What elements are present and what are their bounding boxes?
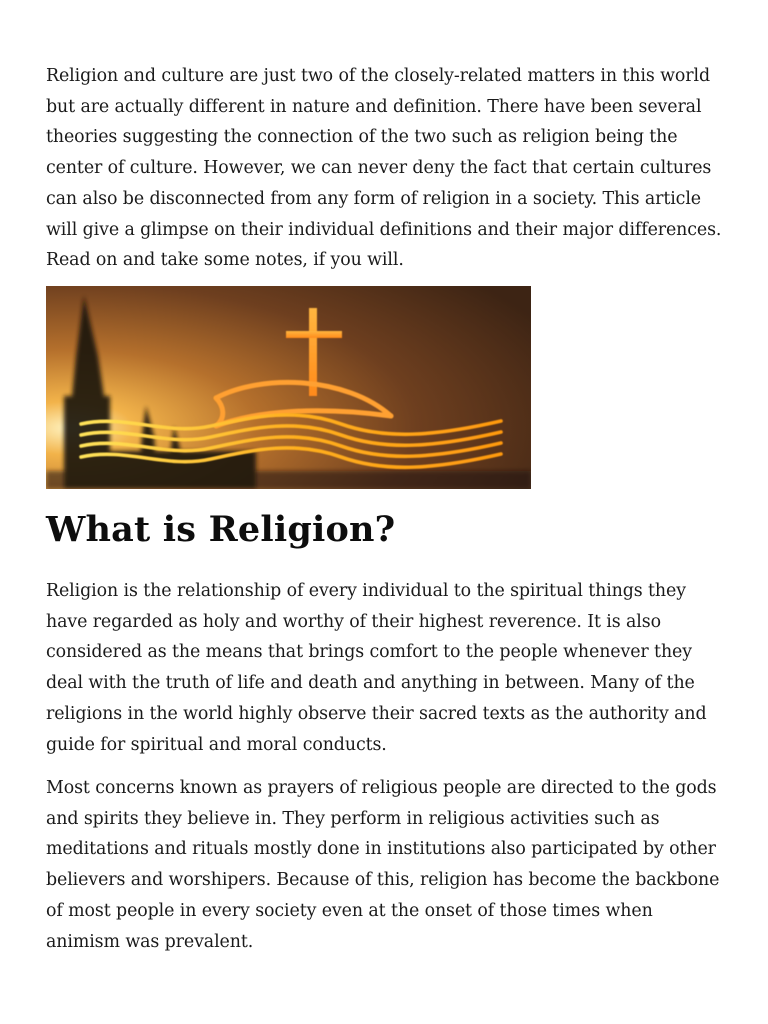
intro-paragraph: Religion and culture are just two of the closely-related matters in this world but are actually different in nature and definition. There have been several theories suggesting the connection of the two such as religion being the center of culture. However, we can never deny the fact that certain cultures can also be disconnected from any form of religion in a society. This article will give a glimpse on their individual definitions and their major differences. Read on and take some notes, if you will. — [46, 66, 722, 271]
religion-paragraph-2: Most concerns known as prayers of religious people are directed to the gods and spirits they believe in. They perform in religious activities such as meditations and rituals mostly done in institutions also participated by other believers and worshipers. Because of this, religion has become the backbone of most people in every society even at the onset of those times when animism was prevalent. — [46, 778, 720, 952]
religion-paragraph-1: Religion is the relationship of every individual to the spiritual things they have regarded as holy and worthy of their highest reverence. It is also considered as the means that brings comfort to the people whenever they deal with the truth of life and death and anything in between. Many of the religions in the world highly observe their sacred texts as the authority and guide for spiritual and moral conducts. — [46, 581, 707, 755]
section-heading: What is Religion? — [46, 509, 396, 550]
religion-illustration — [46, 286, 531, 489]
cross-fish-waves-icon — [46, 286, 531, 489]
